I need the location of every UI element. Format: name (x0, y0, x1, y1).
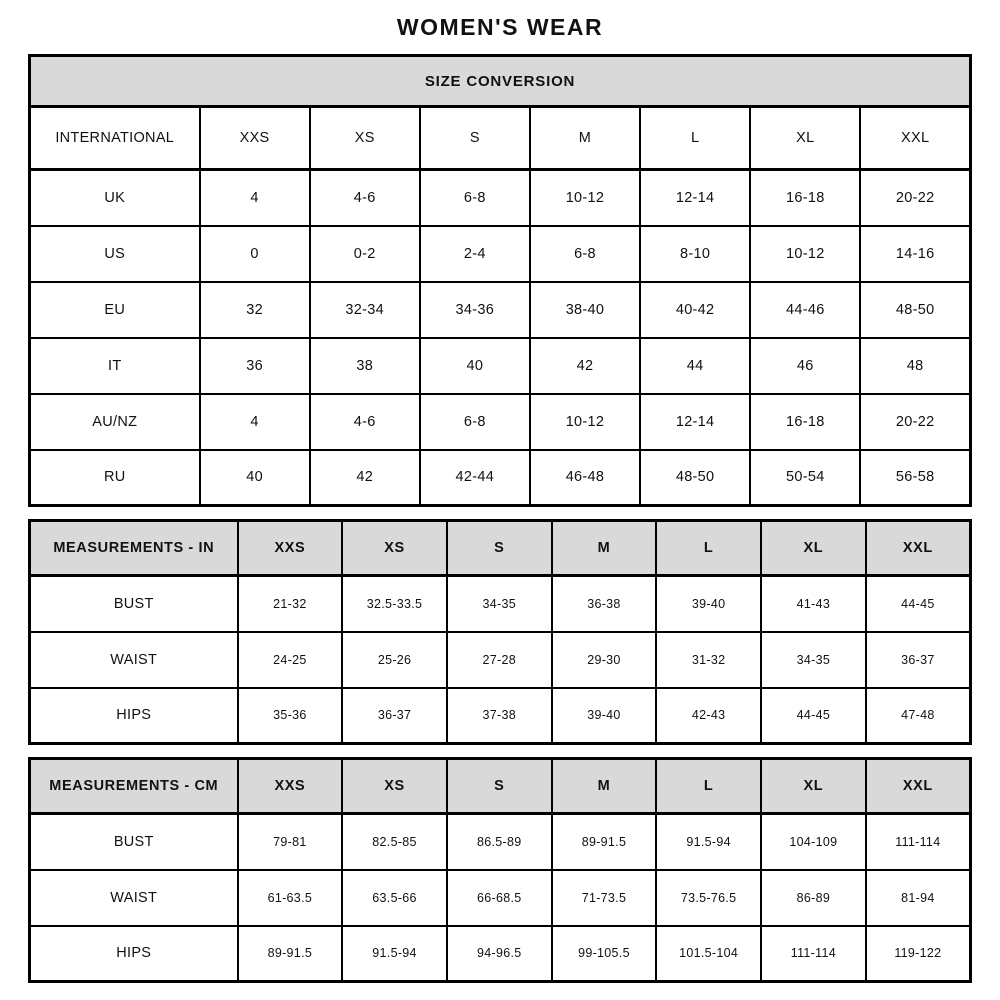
size-column-header: S (447, 759, 552, 814)
measurements-in-header-row (30, 521, 971, 576)
row-label: RU (30, 450, 200, 506)
table-row (30, 226, 971, 282)
value-cell: 2-4 (420, 226, 530, 282)
size-column-header: XS (342, 521, 447, 576)
size-column-header: XL (750, 107, 860, 170)
banner-row (30, 56, 971, 107)
value-cell: 16-18 (750, 394, 860, 450)
value-cell: 4 (200, 394, 310, 450)
size-column-header: M (530, 107, 640, 170)
value-cell: 44 (640, 338, 750, 394)
table-row (30, 282, 971, 338)
measurements-in-table (28, 519, 972, 745)
row-label: IT (30, 338, 200, 394)
value-cell: 36 (200, 338, 310, 394)
value-cell: 73.5-76.5 (656, 870, 761, 926)
value-cell: 94-96.5 (447, 926, 552, 982)
value-cell: 37-38 (447, 688, 552, 744)
value-cell: 0-2 (310, 226, 420, 282)
value-cell: 6-8 (530, 226, 640, 282)
row-label: HIPS (30, 926, 238, 982)
value-cell: 48-50 (860, 282, 970, 338)
value-cell: 27-28 (447, 632, 552, 688)
value-cell: 111-114 (761, 926, 866, 982)
value-cell: 32-34 (310, 282, 420, 338)
row-label: AU/NZ (30, 394, 200, 450)
row-label: BUST (30, 576, 238, 632)
value-cell: 101.5-104 (656, 926, 761, 982)
size-column-header: XXL (860, 107, 970, 170)
measurements-cm-body (30, 814, 971, 982)
value-cell: 21-32 (238, 576, 343, 632)
size-column-header: XXL (866, 759, 971, 814)
row-label: HIPS (30, 688, 238, 744)
table-row (30, 450, 971, 506)
value-cell: 20-22 (860, 170, 970, 226)
value-cell: 66-68.5 (447, 870, 552, 926)
size-column-header: XXL (866, 521, 971, 576)
size-conversion-body (30, 170, 971, 506)
value-cell: 34-35 (761, 632, 866, 688)
value-cell: 25-26 (342, 632, 447, 688)
value-cell: 86-89 (761, 870, 866, 926)
value-cell: 42 (530, 338, 640, 394)
measurements-cm-header-row (30, 759, 971, 814)
table-row (30, 338, 971, 394)
size-column-header: M (552, 521, 657, 576)
value-cell: 42 (310, 450, 420, 506)
value-cell: 71-73.5 (552, 870, 657, 926)
value-cell: 36-38 (552, 576, 657, 632)
size-column-header: XL (761, 759, 866, 814)
value-cell: 46-48 (530, 450, 640, 506)
table-row (30, 576, 971, 632)
table-row (30, 170, 971, 226)
table-row (30, 688, 971, 744)
value-cell: 48-50 (640, 450, 750, 506)
size-conversion-banner: SIZE CONVERSION (30, 56, 971, 107)
size-column-header: S (447, 521, 552, 576)
size-column-header: XXS (238, 521, 343, 576)
value-cell: 111-114 (866, 814, 971, 870)
value-cell: 39-40 (656, 576, 761, 632)
page-title: WOMEN'S WEAR (396, 14, 604, 40)
value-cell: 6-8 (420, 394, 530, 450)
value-cell: 4 (200, 170, 310, 226)
size-column-header: XS (310, 107, 420, 170)
table-row (30, 926, 971, 982)
value-cell: 50-54 (750, 450, 860, 506)
value-cell: 36-37 (342, 688, 447, 744)
row-label: WAIST (30, 632, 238, 688)
value-cell: 10-12 (750, 226, 860, 282)
value-cell: 42-44 (420, 450, 530, 506)
value-cell: 89-91.5 (238, 926, 343, 982)
row-label: WAIST (30, 870, 238, 926)
table-row (30, 394, 971, 450)
value-cell: 61-63.5 (238, 870, 343, 926)
value-cell: 4-6 (310, 170, 420, 226)
value-cell: 104-109 (761, 814, 866, 870)
value-cell: 8-10 (640, 226, 750, 282)
table-row (30, 870, 971, 926)
size-column-header: L (640, 107, 750, 170)
value-cell: 86.5-89 (447, 814, 552, 870)
size-column-header: L (656, 521, 761, 576)
value-cell: 56-58 (860, 450, 970, 506)
value-cell: 35-36 (238, 688, 343, 744)
measurements-cm-table (28, 757, 972, 983)
value-cell: 38-40 (530, 282, 640, 338)
value-cell: 34-35 (447, 576, 552, 632)
size-header-row (30, 107, 971, 170)
value-cell: 32 (200, 282, 310, 338)
value-cell: 14-16 (860, 226, 970, 282)
value-cell: 99-105.5 (552, 926, 657, 982)
size-column-header: M (552, 759, 657, 814)
row-label: EU (30, 282, 200, 338)
measurements-in-body (30, 576, 971, 744)
value-cell: 40 (420, 338, 530, 394)
value-cell: 39-40 (552, 688, 657, 744)
value-cell: 44-45 (761, 688, 866, 744)
value-cell: 79-81 (238, 814, 343, 870)
value-cell: 29-30 (552, 632, 657, 688)
value-cell: 41-43 (761, 576, 866, 632)
size-column-header: XS (342, 759, 447, 814)
value-cell: 44-46 (750, 282, 860, 338)
value-cell: 32.5-33.5 (342, 576, 447, 632)
row-label: US (30, 226, 200, 282)
value-cell: 63.5-66 (342, 870, 447, 926)
value-cell: 48 (860, 338, 970, 394)
value-cell: 36-37 (866, 632, 971, 688)
value-cell: 34-36 (420, 282, 530, 338)
size-column-header: XXS (238, 759, 343, 814)
row-label: UK (30, 170, 200, 226)
value-cell: 46 (750, 338, 860, 394)
table-row (30, 632, 971, 688)
value-cell: 47-48 (866, 688, 971, 744)
value-cell: 6-8 (420, 170, 530, 226)
value-cell: 81-94 (866, 870, 971, 926)
size-conversion-table (28, 54, 972, 507)
value-cell: 24-25 (238, 632, 343, 688)
value-cell: 91.5-94 (342, 926, 447, 982)
size-column-header: L (656, 759, 761, 814)
value-cell: 82.5-85 (342, 814, 447, 870)
value-cell: 38 (310, 338, 420, 394)
value-cell: 12-14 (640, 170, 750, 226)
value-cell: 42-43 (656, 688, 761, 744)
size-column-header: S (420, 107, 530, 170)
value-cell: 4-6 (310, 394, 420, 450)
value-cell: 10-12 (530, 170, 640, 226)
value-cell: 40-42 (640, 282, 750, 338)
value-cell: 10-12 (530, 394, 640, 450)
value-cell: 31-32 (656, 632, 761, 688)
size-column-header: XXS (200, 107, 310, 170)
value-cell: 40 (200, 450, 310, 506)
measurements-in-header: MEASUREMENTS - IN (30, 521, 238, 576)
size-column-header: XL (761, 521, 866, 576)
value-cell: 16-18 (750, 170, 860, 226)
value-cell: 89-91.5 (552, 814, 657, 870)
row-label: BUST (30, 814, 238, 870)
value-cell: 20-22 (860, 394, 970, 450)
value-cell: 44-45 (866, 576, 971, 632)
table-row (30, 814, 971, 870)
value-cell: 91.5-94 (656, 814, 761, 870)
measurements-cm-header: MEASUREMENTS - CM (30, 759, 238, 814)
value-cell: 119-122 (866, 926, 971, 982)
value-cell: 12-14 (640, 394, 750, 450)
value-cell: 0 (200, 226, 310, 282)
international-header: INTERNATIONAL (30, 107, 200, 170)
